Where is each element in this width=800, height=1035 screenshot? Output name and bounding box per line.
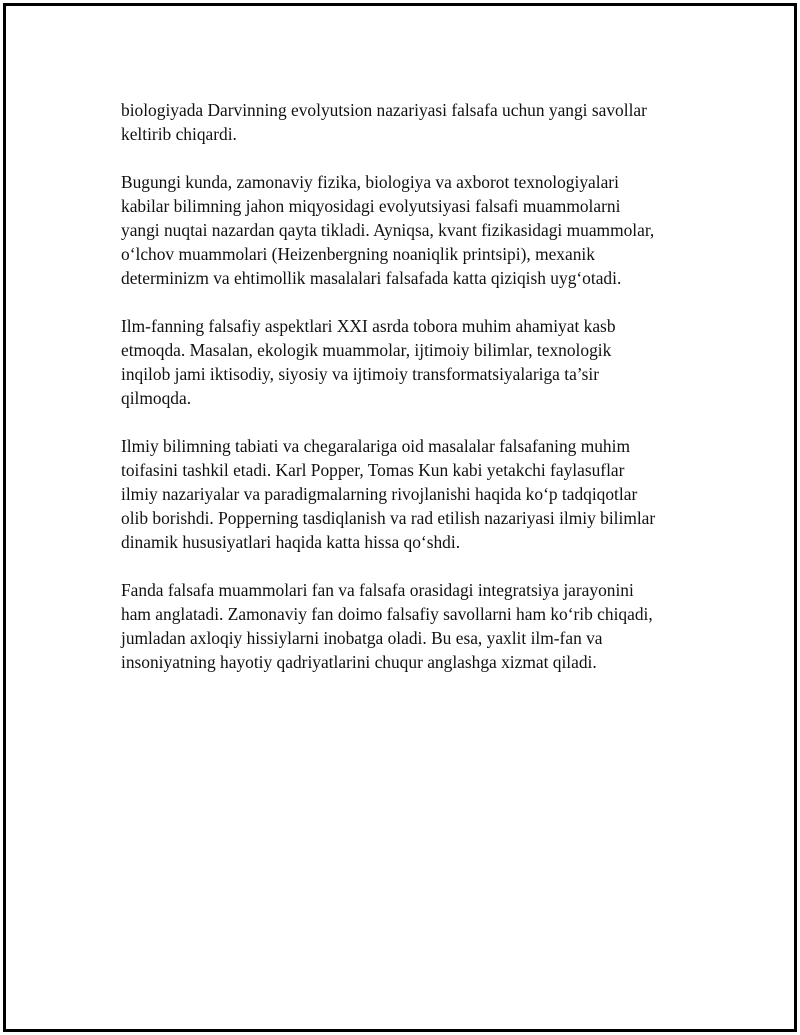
- paragraph-5: [121, 578, 701, 674]
- paragraph-3: [121, 314, 701, 410]
- text-line: dinamik hususiyatlari haqida katta hissa qo‘shdi.: [121, 532, 461, 552]
- text-line: Ilmiy bilimning tabiati va chegaralariga oid masalalar falsafaning muhim: [121, 436, 630, 456]
- text-line: insoniyatning hayotiy qadriyatlarini chuqur anglashga xizmat qiladi.: [121, 652, 597, 672]
- text-line: olib borishdi. Popperning tasdiqlanish va rad etilish nazariyasi ilmiy bilimlar: [121, 508, 656, 528]
- text-line: Fanda falsafa muammolari fan va falsafa orasidagi integratsiya jarayonini: [121, 580, 634, 600]
- paragraph-2: [121, 170, 701, 290]
- text-line: qilmoqda.: [121, 388, 192, 408]
- text-line: yangi nuqtai nazardan qayta tikladi. Ayniqsa, kvant fizikasidagi muammolar,: [121, 220, 655, 240]
- text-line: keltirib chiqardi.: [121, 124, 237, 144]
- text-line: determinizm va ehtimollik masalalari falsafada katta qiziqish uyg‘otadi.: [121, 268, 622, 288]
- document-body: [121, 98, 701, 698]
- paragraph-4: [121, 434, 701, 554]
- text-line: jumladan axloqiy hissiylarni inobatga oladi. Bu esa, yaxlit ilm-fan va: [121, 628, 603, 648]
- text-line: o‘lchov muammolari (Heizenbergning noaniqlik printsipi), mexanik: [121, 244, 595, 264]
- text-line: biologiyada Darvinning evolyutsion nazariyasi falsafa uchun yangi savollar: [121, 100, 647, 120]
- text-line: kabilar bilimning jahon miqyosidagi evolyutsiyasi falsafi muammolarni: [121, 196, 621, 216]
- paragraph-1: [121, 98, 701, 146]
- text-line: Bugungi kunda, zamonaviy fizika, biologiya va axborot texnologiyalari: [121, 172, 619, 192]
- page-frame: [3, 3, 797, 1032]
- text-line: ilmiy nazariyalar va paradigmalarning rivojlanishi haqida ko‘p tadqiqotlar: [121, 484, 638, 504]
- text-line: inqilob jami iktisodiy, siyosiy va ijtimoiy transformatsiyalariga ta’sir: [121, 364, 600, 384]
- text-line: Ilm-fanning falsafiy aspektlari XXI asrda tobora muhim ahamiyat kasb: [121, 316, 616, 336]
- text-line: ham anglatadi. Zamonaviy fan doimo falsafiy savollarni ham ko‘rib chiqadi,: [121, 604, 653, 624]
- text-line: etmoqda. Masalan, ekologik muammolar, ijtimoiy bilimlar, texnologik: [121, 340, 612, 360]
- text-line: toifasini tashkil etadi. Karl Popper, Tomas Kun kabi yetakchi faylasuflar: [121, 460, 625, 480]
